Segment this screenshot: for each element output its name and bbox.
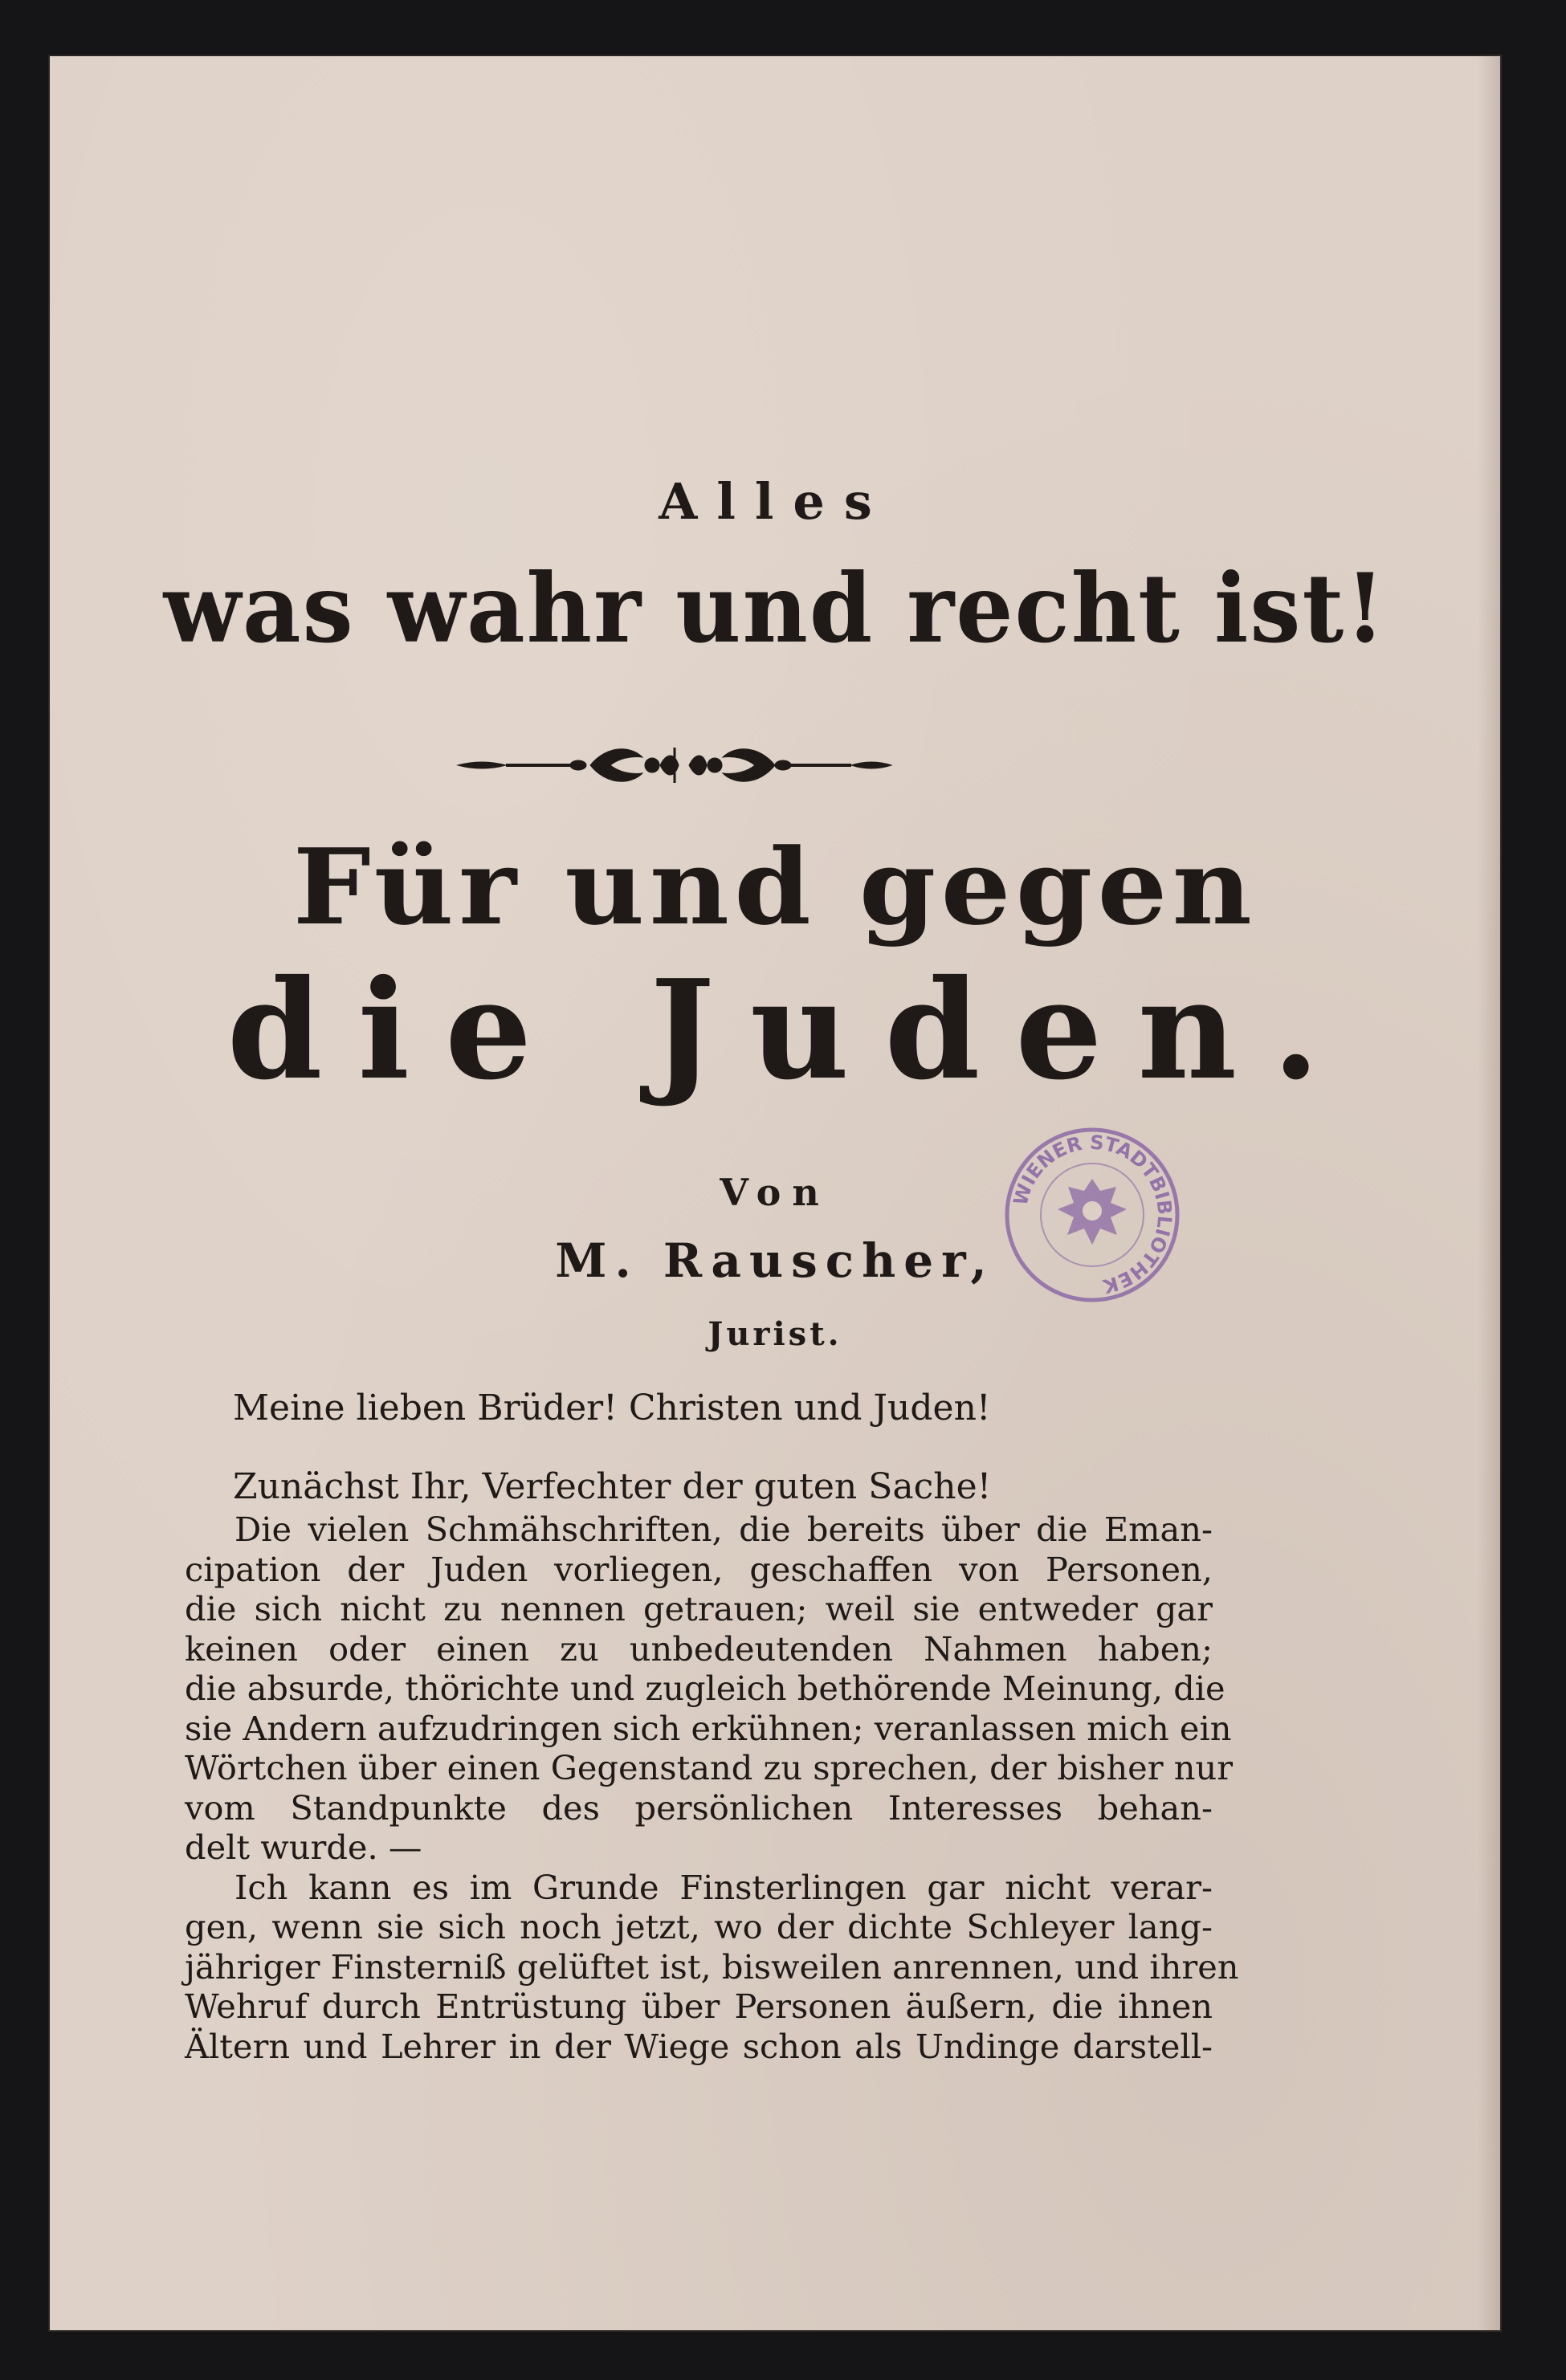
body-line: Ältern und Lehrer in der Wiege schon als Undinge darstell-: [185, 2026, 1213, 2066]
body-line: vom Standpunkte des persönlichen Interesses behan-: [185, 1787, 1213, 1828]
body-line: Die vielen Schmähschriften, die bereits über die Eman-: [234, 1510, 1213, 1549]
title-alles: Alles: [659, 472, 891, 531]
body-line: delt wurde. —: [185, 1828, 422, 1867]
body-line: Wörtchen über einen Gegenstand zu sprechen, der bisher nur: [185, 1748, 1234, 1787]
salutation: Meine lieben Brüder! Christen und Juden!: [233, 1388, 991, 1428]
title-fuer-und-gegen: Für und gegen: [292, 825, 1258, 948]
title-was-wahr: was wahr und recht ist!: [163, 553, 1387, 665]
library-stamp: [1000, 1123, 1185, 1307]
body-line: gen, wenn sie sich noch jetzt, wo der dichte Schleyer lang-: [185, 1907, 1213, 1946]
byline-von: Von: [720, 1171, 830, 1214]
body-line: jähriger Finsterniß gelüftet ist, bisweilen anrennen, und ihren: [185, 1946, 1239, 1987]
stamp-text: WIENER STADTBIBLIOTHEK: [1009, 1131, 1177, 1298]
intro-line: Zunächst Ihr, Verfechter der guten Sache!: [233, 1466, 992, 1507]
body-line: die absurde, thörichte und zugleich bethörende Meinung, die: [185, 1669, 1225, 1708]
byline-author: M. Rauscher,: [555, 1233, 995, 1288]
body-line: die sich nicht zu nennen getrauen; weil sie entweder gar: [185, 1589, 1213, 1628]
byline-role: Jurist.: [708, 1315, 842, 1353]
body-line: Wehruf durch Entrüstung über Personen äußern, die ihnen: [185, 1987, 1213, 2026]
body-line: Ich kann es im Grunde Finsterlingen gar nicht verar-: [234, 1867, 1213, 1907]
title-die-juden: die Juden.: [226, 950, 1356, 1111]
body-line: keinen oder einen zu unbedeutenden Nahmen haben;: [185, 1628, 1213, 1669]
body-text: [185, 1510, 1239, 2066]
body-line: cipation der Juden vorliegen, geschaffen von Personen,: [185, 1549, 1213, 1589]
body-line: sie Andern aufzudringen sich erkühnen; veranlassen mich ein: [185, 1708, 1232, 1748]
decorative-ornament-icon: [450, 741, 899, 789]
eagle-crest-icon: [1058, 1179, 1127, 1245]
document-page: [48, 55, 1502, 2332]
